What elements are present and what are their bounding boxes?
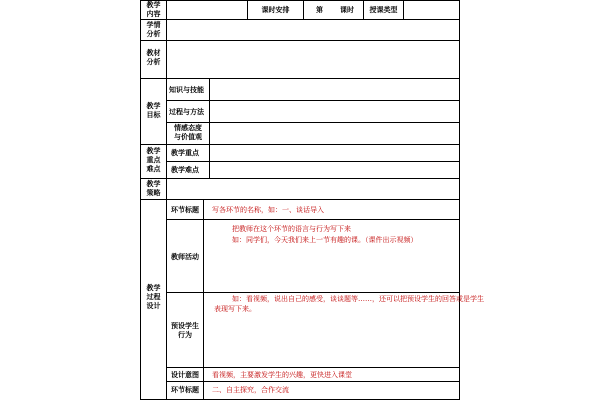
process-label: 教学 过程 设计 <box>146 284 161 310</box>
process-intent-value: 看视频，主要激发学生的兴趣，更快进入课堂 <box>212 371 352 379</box>
process-teacher-text2: 如：同学们，今天我们来上一节有趣的课。（课件出示视频） <box>232 236 418 244</box>
lesson-type-label: 授课类型 <box>369 6 398 14</box>
row-material-value-cell <box>166 40 460 79</box>
learning-label: 学情 分析 <box>146 21 161 38</box>
process-student-label: 预设学生 行为 <box>171 322 199 339</box>
lesson-no-suffix: 课时 <box>340 6 354 14</box>
keypoints-focus-value-cell <box>209 144 460 162</box>
objectives-process-value-cell <box>209 100 460 123</box>
row-learning-value-cell <box>166 19 460 41</box>
objectives-emotion-value-cell <box>209 122 460 145</box>
row-strategy-value-cell <box>166 178 460 200</box>
objectives-knowledge-label: 知识与技能 <box>169 86 204 94</box>
keypoints-difficulty-value-cell <box>209 161 460 179</box>
lesson-no-prefix: 第 <box>316 6 323 14</box>
lesson-schedule-label: 课时安排 <box>261 6 290 14</box>
process-student-text-line2: 表现写下来。 <box>214 305 256 313</box>
keypoints-focus-label: 教学重点 <box>171 149 199 157</box>
objectives-knowledge-value-cell <box>209 78 460 101</box>
strategy-label: 教学 策略 <box>146 180 161 197</box>
content-label: 教学 内容 <box>146 1 161 18</box>
process-student-text-line1: 如：看视频，说出自己的感受，谈谈题等……，还可以把预设学生的回答或是学生 <box>232 295 484 303</box>
process-stage2-label: 环节标题 <box>171 386 199 394</box>
process-stage2-value: 二、自主探究，合作交流 <box>212 386 289 394</box>
row-content-value-cell <box>166 0 248 20</box>
process-intent-label: 设计意图 <box>171 371 199 379</box>
objectives-emotion-label: 情感态度 与价值观 <box>174 124 202 141</box>
process-stage-title-value: 写各环节的名称，如：一、谈话导入 <box>212 206 324 214</box>
process-teacher-label: 教师活动 <box>171 253 199 261</box>
objectives-process-label: 过程与方法 <box>169 108 204 116</box>
keypoints-label: 教学 重点 难点 <box>146 147 161 173</box>
keypoints-difficulty-label: 教学难点 <box>171 166 199 174</box>
lesson-number-cell <box>303 0 364 20</box>
process-stage-title-label: 环节标题 <box>171 206 199 214</box>
lesson-type-value-cell <box>403 0 460 20</box>
objectives-label: 教学 目标 <box>146 102 161 119</box>
process-teacher-text1: 把教师在这个环节的语言与行为写下来 <box>232 225 351 233</box>
material-label: 教材 分析 <box>146 49 161 66</box>
